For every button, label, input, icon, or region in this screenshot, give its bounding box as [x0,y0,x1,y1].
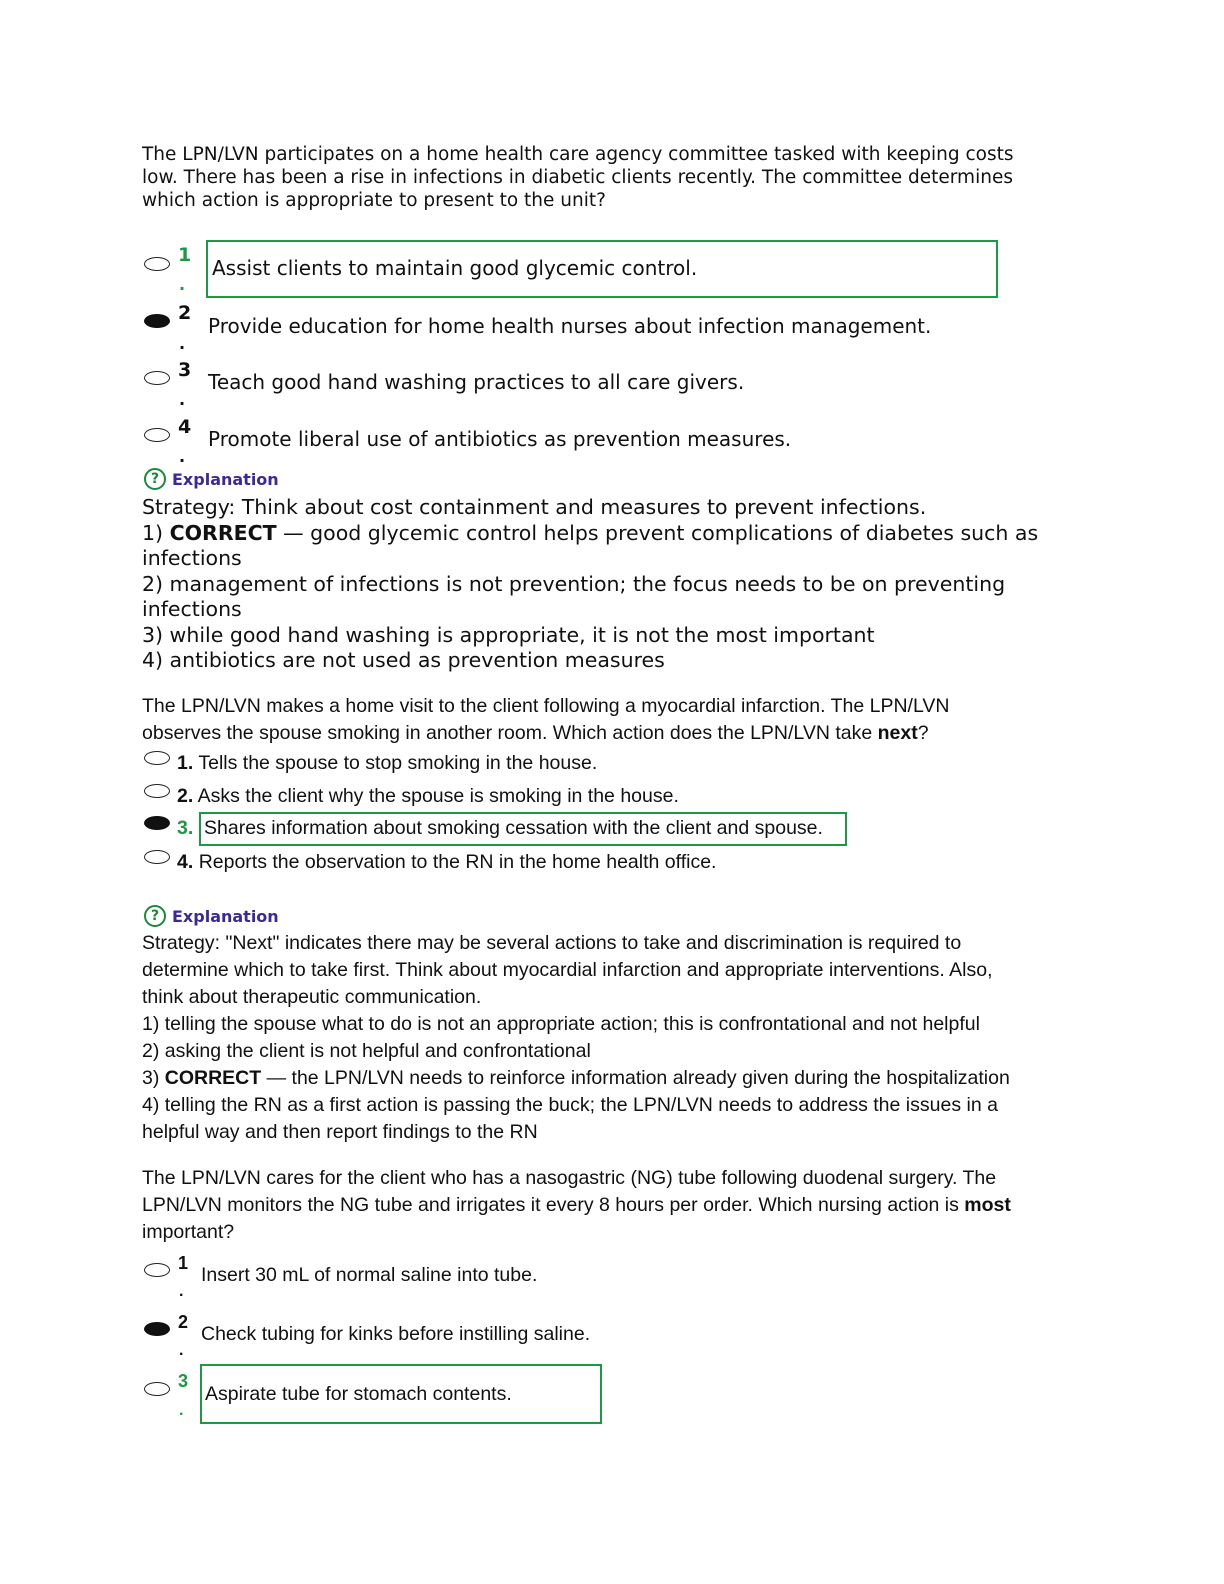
q2-option-4-text: Reports the observation to the RN in the home health office. [198,851,717,873]
q3-option-3-dot: . [179,1402,184,1419]
q2-option-3-radio[interactable] [144,816,170,830]
q3-option-2-text: Check tubing for kinks before instilling saline. [201,1323,591,1345]
q1-option-3-radio[interactable] [144,371,170,385]
q3-option-1-dot: . [179,1283,184,1300]
q2-option-1-text: Tells the spouse to stop smoking in the house. [198,752,598,774]
help-circle-icon: ? [144,905,166,927]
q2-explanation-label: Explanation [172,906,279,926]
q2-explanation-body [142,930,1022,1146]
q1-option-4-text: Promote liberal use of antibiotics as prevention measures. [208,427,792,451]
q2-explanation-toggle[interactable] [144,905,279,927]
q2-stem-text: The LPN/LVN makes a home visit to the client following a myocardial infarction. The LPN/LVN observes the spouse smoking in another room. Which action does the LPN/LVN take [142,695,950,744]
q2-option-4-number: 4. [177,851,194,873]
q3-option-3-text: Aspirate tube for stomach contents. [205,1383,512,1405]
q3-option-1-radio[interactable] [144,1263,170,1277]
q3-stem-emphasis: most [964,1194,1011,1216]
q1-option-2-number: 2 [178,302,192,324]
q2-rationale-3-text: — the LPN/LVN needs to reinforce information already given during the hospitalization [261,1067,1010,1089]
q1-option-3-text: Teach good hand washing practices to all care givers. [208,370,745,394]
q2-rationale-3-correct: CORRECT [164,1067,262,1089]
question-1-stem: The LPN/LVN participates on a home health care agency committee tasked with keeping costs low. There has been a rise in infections in diabetic clients recently. The committee determines which action is appropriate to present to the unit? [142,144,1014,211]
q2-option-2-radio[interactable] [144,784,170,798]
q2-stem-end: ? [917,722,929,744]
q2-rationale-2: 2) asking the client is not helpful and confrontational [142,1040,591,1062]
q3-stem-text: The LPN/LVN cares for the client who has a nasogastric (NG) tube following duodenal surgery. The LPN/LVN monitors the NG tube and irrigates it every 8 hours per order. Which nursing action is [142,1167,997,1216]
q2-strategy: Strategy: "Next" indicates there may be several actions to take and discrimination is required to determine which to take first. Think about myocardial infarction and appropriate interventions. Also, think about therapeutic communication. [142,932,993,1008]
q1-option-2-radio[interactable] [144,314,170,328]
q1-rationale-1-correct: CORRECT [169,520,277,545]
q3-option-3-radio[interactable] [144,1382,170,1396]
q1-rationale-4: 4) antibiotics are not used as prevention measures [142,648,665,672]
q2-option-3-text: Shares information about smoking cessation with the client and spouse. [204,817,823,839]
q1-option-4-radio[interactable] [144,428,170,442]
q1-option-3-dot: . [179,390,186,409]
q1-rationale-2: 2) management of infections is not prevention; the focus needs to be on preventing infections [142,571,1006,621]
q3-option-2-number: 2 [178,1312,189,1332]
q2-option-2-number: 2. [177,785,194,807]
q3-stem-end: important? [142,1221,235,1243]
q1-option-2-text: Provide education for home health nurses about infection management. [208,314,932,338]
question-3-stem [142,1165,1012,1246]
q2-option-4-radio[interactable] [144,850,170,864]
q2-option-1 [177,750,597,776]
q2-option-4 [177,849,716,875]
q2-rationale-3-prefix: 3) [142,1067,165,1089]
q2-stem-emphasis: next [877,722,918,744]
q1-option-3-number: 3 [178,359,192,381]
q1-strategy: Strategy: Think about cost containment and measures to prevent infections. [142,495,927,519]
q1-rationale-3: 3) while good hand washing is appropriate, it is not the most important [142,622,875,647]
q1-option-4-number: 4 [178,416,192,438]
help-circle-icon: ? [144,468,166,490]
q3-option-1-text: Insert 30 mL of normal saline into tube. [201,1264,538,1286]
q3-option-2-dot: . [179,1342,184,1359]
q3-option-2-radio[interactable] [144,1322,170,1336]
q1-option-1-radio[interactable] [144,257,170,271]
q1-option-1-number: 1 [178,244,192,266]
q2-option-2-text: Asks the client why the spouse is smoking in the house. [197,785,679,807]
q2-rationale-4: 4) telling the RN as a first action is passing the buck; the LPN/LVN needs to address the issues in a helpful way and then report findings to the RN [142,1094,998,1143]
q1-option-1-dot: . [179,275,186,294]
q2-option-1-radio[interactable] [144,751,170,765]
q1-rationale-1-prefix: 1) [142,520,170,545]
q1-explanation-body [142,495,1082,674]
q2-option-2 [177,783,679,809]
q1-option-1-text: Assist clients to maintain good glycemic control. [212,256,698,280]
question-2-stem [142,693,972,747]
q1-rationale-1-text: — good glycemic control helps prevent complications of diabetes such as infections [142,520,1039,570]
q2-option-3-number: 3. [177,817,194,839]
q3-option-1-number: 1 [178,1253,189,1273]
q1-option-2-dot: . [179,334,186,353]
q1-explanation-toggle[interactable] [144,468,279,490]
q2-rationale-3 [142,1065,1022,1092]
q3-option-3-number: 3 [178,1371,189,1391]
q2-option-1-number: 1. [177,752,194,774]
q2-rationale-1: 1) telling the spouse what to do is not an appropriate action; this is confrontational and not helpful [142,1013,980,1035]
q1-explanation-label: Explanation [172,469,279,489]
q1-option-4-dot: . [179,447,186,466]
q1-rationale-1 [142,521,1082,572]
